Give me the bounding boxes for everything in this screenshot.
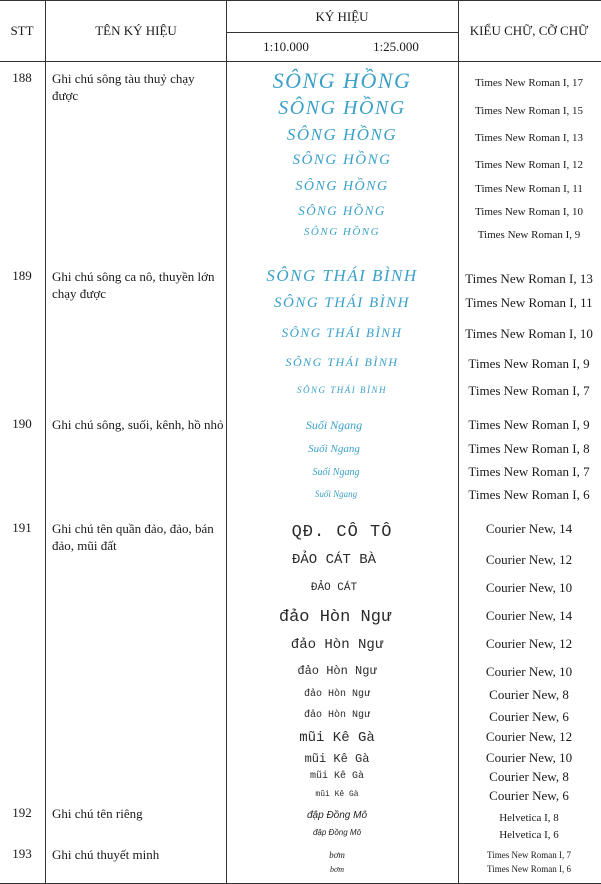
- row-191-font-9: Courier New, 12: [485, 729, 573, 744]
- row-193-sample-1: bơm: [329, 850, 345, 860]
- row-191-font-2: Courier New, 12: [485, 552, 573, 567]
- row-191-sample-6: đảo Hòn Ngư: [297, 664, 377, 678]
- row-191-sample-8: đảo Hòn Ngư: [303, 710, 371, 721]
- row-188-font-5: Times New Roman I, 11: [475, 183, 583, 195]
- row-191-stt: 191: [12, 520, 32, 535]
- row-190-font-4: Times New Roman I, 6: [468, 487, 590, 502]
- row-188-sample-2: SÔNG HỒNG: [278, 97, 406, 119]
- row-191-sample-12: mũi Kê Gà: [315, 790, 359, 799]
- row-189-sample-3: SÔNG THÁI BÌNH: [281, 325, 403, 340]
- rule-header-bottom: [0, 61, 601, 62]
- row-190-sample-1: Suối Ngang: [305, 418, 363, 432]
- row-188-font-3: Times New Roman I, 13: [474, 132, 584, 144]
- rule-top: [0, 0, 601, 1]
- row-188-font-6: Times New Roman I, 10: [474, 206, 584, 218]
- row-191-sample-3: ĐẢO CÁT: [310, 582, 358, 594]
- row-189-sample-4: SÔNG THÁI BÌNH: [285, 355, 399, 369]
- row-191-font-8: Courier New, 6: [489, 709, 569, 724]
- header-font: KIỂU CHỮ, CỠ CHỮ: [469, 23, 589, 38]
- header-stt: STT: [10, 23, 34, 38]
- row-191-font-1: Courier New, 14: [485, 521, 573, 536]
- rule-header-split: [226, 32, 458, 33]
- rule-col-1: [45, 0, 46, 884]
- rule-col-2: [226, 0, 227, 884]
- rule-col-3: [458, 0, 459, 884]
- row-191-font-3: Courier New, 10: [485, 580, 573, 595]
- row-191-sample-1: QĐ. CÔ TÔ: [291, 523, 393, 542]
- row-192-stt: 192: [12, 805, 32, 820]
- row-191-sample-7: đảo Hòn Ngư: [303, 689, 371, 700]
- row-191-font-10: Courier New, 10: [485, 750, 573, 765]
- row-191-font-12: Courier New, 6: [489, 788, 569, 803]
- row-192-font-1: Helvetica I, 8: [499, 812, 559, 824]
- row-188-sample-1: SÔNG HỒNG: [272, 68, 412, 93]
- row-188-stt: 188: [12, 70, 32, 85]
- row-190-font-1: Times New Roman I, 9: [468, 417, 590, 432]
- row-189-sample-2: SÔNG THÁI BÌNH: [274, 295, 410, 311]
- row-189-font-1: Times New Roman I, 13: [465, 271, 593, 286]
- row-188-sample-7: SÔNG HỒNG: [303, 226, 381, 238]
- row-189-font-3: Times New Roman I, 10: [465, 326, 593, 341]
- row-190-font-2: Times New Roman I, 8: [468, 441, 590, 456]
- row-190-sample-2: Suối Ngang: [308, 443, 360, 455]
- row-191-sample-10: mũi Kê Gà: [304, 752, 370, 766]
- row-189-font-4: Times New Roman I, 9: [468, 356, 590, 371]
- row-193-font-2: Times New Roman I, 6: [487, 864, 571, 874]
- row-189-name: Ghi chú sông ca nô, thuyền lớn chạy được: [52, 269, 215, 301]
- row-191-font-7: Courier New, 8: [489, 687, 569, 702]
- row-192-sample-1: đập Đồng Mô: [306, 810, 368, 821]
- row-188-font-1: Times New Roman I, 17: [474, 77, 584, 89]
- row-191-font-11: Courier New, 8: [489, 769, 569, 784]
- row-193-font-1: Times New Roman I, 7: [487, 850, 571, 860]
- row-188-font-7: Times New Roman I, 9: [477, 229, 581, 241]
- row-189-stt: 189: [12, 268, 32, 283]
- row-189-font-2: Times New Roman I, 11: [465, 295, 593, 310]
- row-190-sample-4: Suối Ngang: [314, 489, 358, 499]
- row-191-font-6: Courier New, 10: [485, 664, 573, 679]
- row-191-sample-5: đảo Hòn Ngư: [290, 637, 384, 653]
- row-188-sample-5: SÔNG HỒNG: [295, 179, 389, 194]
- row-193-sample-2: bơm: [329, 865, 345, 874]
- row-188-font-2: Times New Roman I, 15: [474, 105, 584, 117]
- row-192-sample-2: đập Đồng Mô: [312, 828, 362, 837]
- row-193-stt: 193: [12, 846, 32, 861]
- row-190-name: Ghi chú sông, suối, kênh, hồ nhỏ: [52, 417, 224, 432]
- row-189-sample-1: SÔNG THÁI BÌNH: [266, 266, 418, 285]
- row-191-font-4: Courier New, 14: [485, 608, 573, 623]
- header-symbol: KÝ HIỆU: [315, 9, 369, 24]
- row-191-sample-2: ĐẢO CÁT BÀ: [291, 552, 377, 568]
- row-190-sample-3: Suối Ngang: [312, 467, 360, 478]
- row-190-stt: 190: [12, 416, 32, 431]
- header-scale-25000: 1:25.000: [373, 39, 419, 54]
- row-188-sample-3: SÔNG HỒNG: [286, 125, 398, 144]
- header-scale-10000: 1:10.000: [263, 39, 309, 54]
- row-192-font-2: Helvetica I, 6: [499, 829, 559, 841]
- row-189-sample-5: SÔNG THÁI BÌNH: [297, 385, 387, 395]
- row-188-sample-6: SÔNG HỒNG: [298, 203, 386, 218]
- row-190-font-3: Times New Roman I, 7: [468, 464, 590, 479]
- row-189-font-5: Times New Roman I, 7: [468, 383, 590, 398]
- row-191-font-5: Courier New, 12: [485, 636, 573, 651]
- row-188-font-4: Times New Roman I, 12: [474, 159, 584, 171]
- row-192-name: Ghi chú tên riêng: [52, 806, 143, 821]
- row-188-sample-4: SÔNG HỒNG: [292, 152, 392, 168]
- row-191-sample-4: đảo Hòn Ngư: [278, 608, 392, 627]
- row-191-name: Ghi chú tên quần đảo, đảo, bán đảo, mũi đất: [52, 521, 214, 553]
- header-name: TÊN KÝ HIỆU: [95, 23, 177, 38]
- row-191-sample-9: mũi Kê Gà: [299, 730, 375, 746]
- row-188-name: Ghi chú sông tàu thuỷ chạy được: [52, 71, 195, 103]
- row-193-name: Ghi chú thuyết minh: [52, 847, 160, 862]
- row-191-sample-11: mũi Kê Gà: [309, 771, 365, 782]
